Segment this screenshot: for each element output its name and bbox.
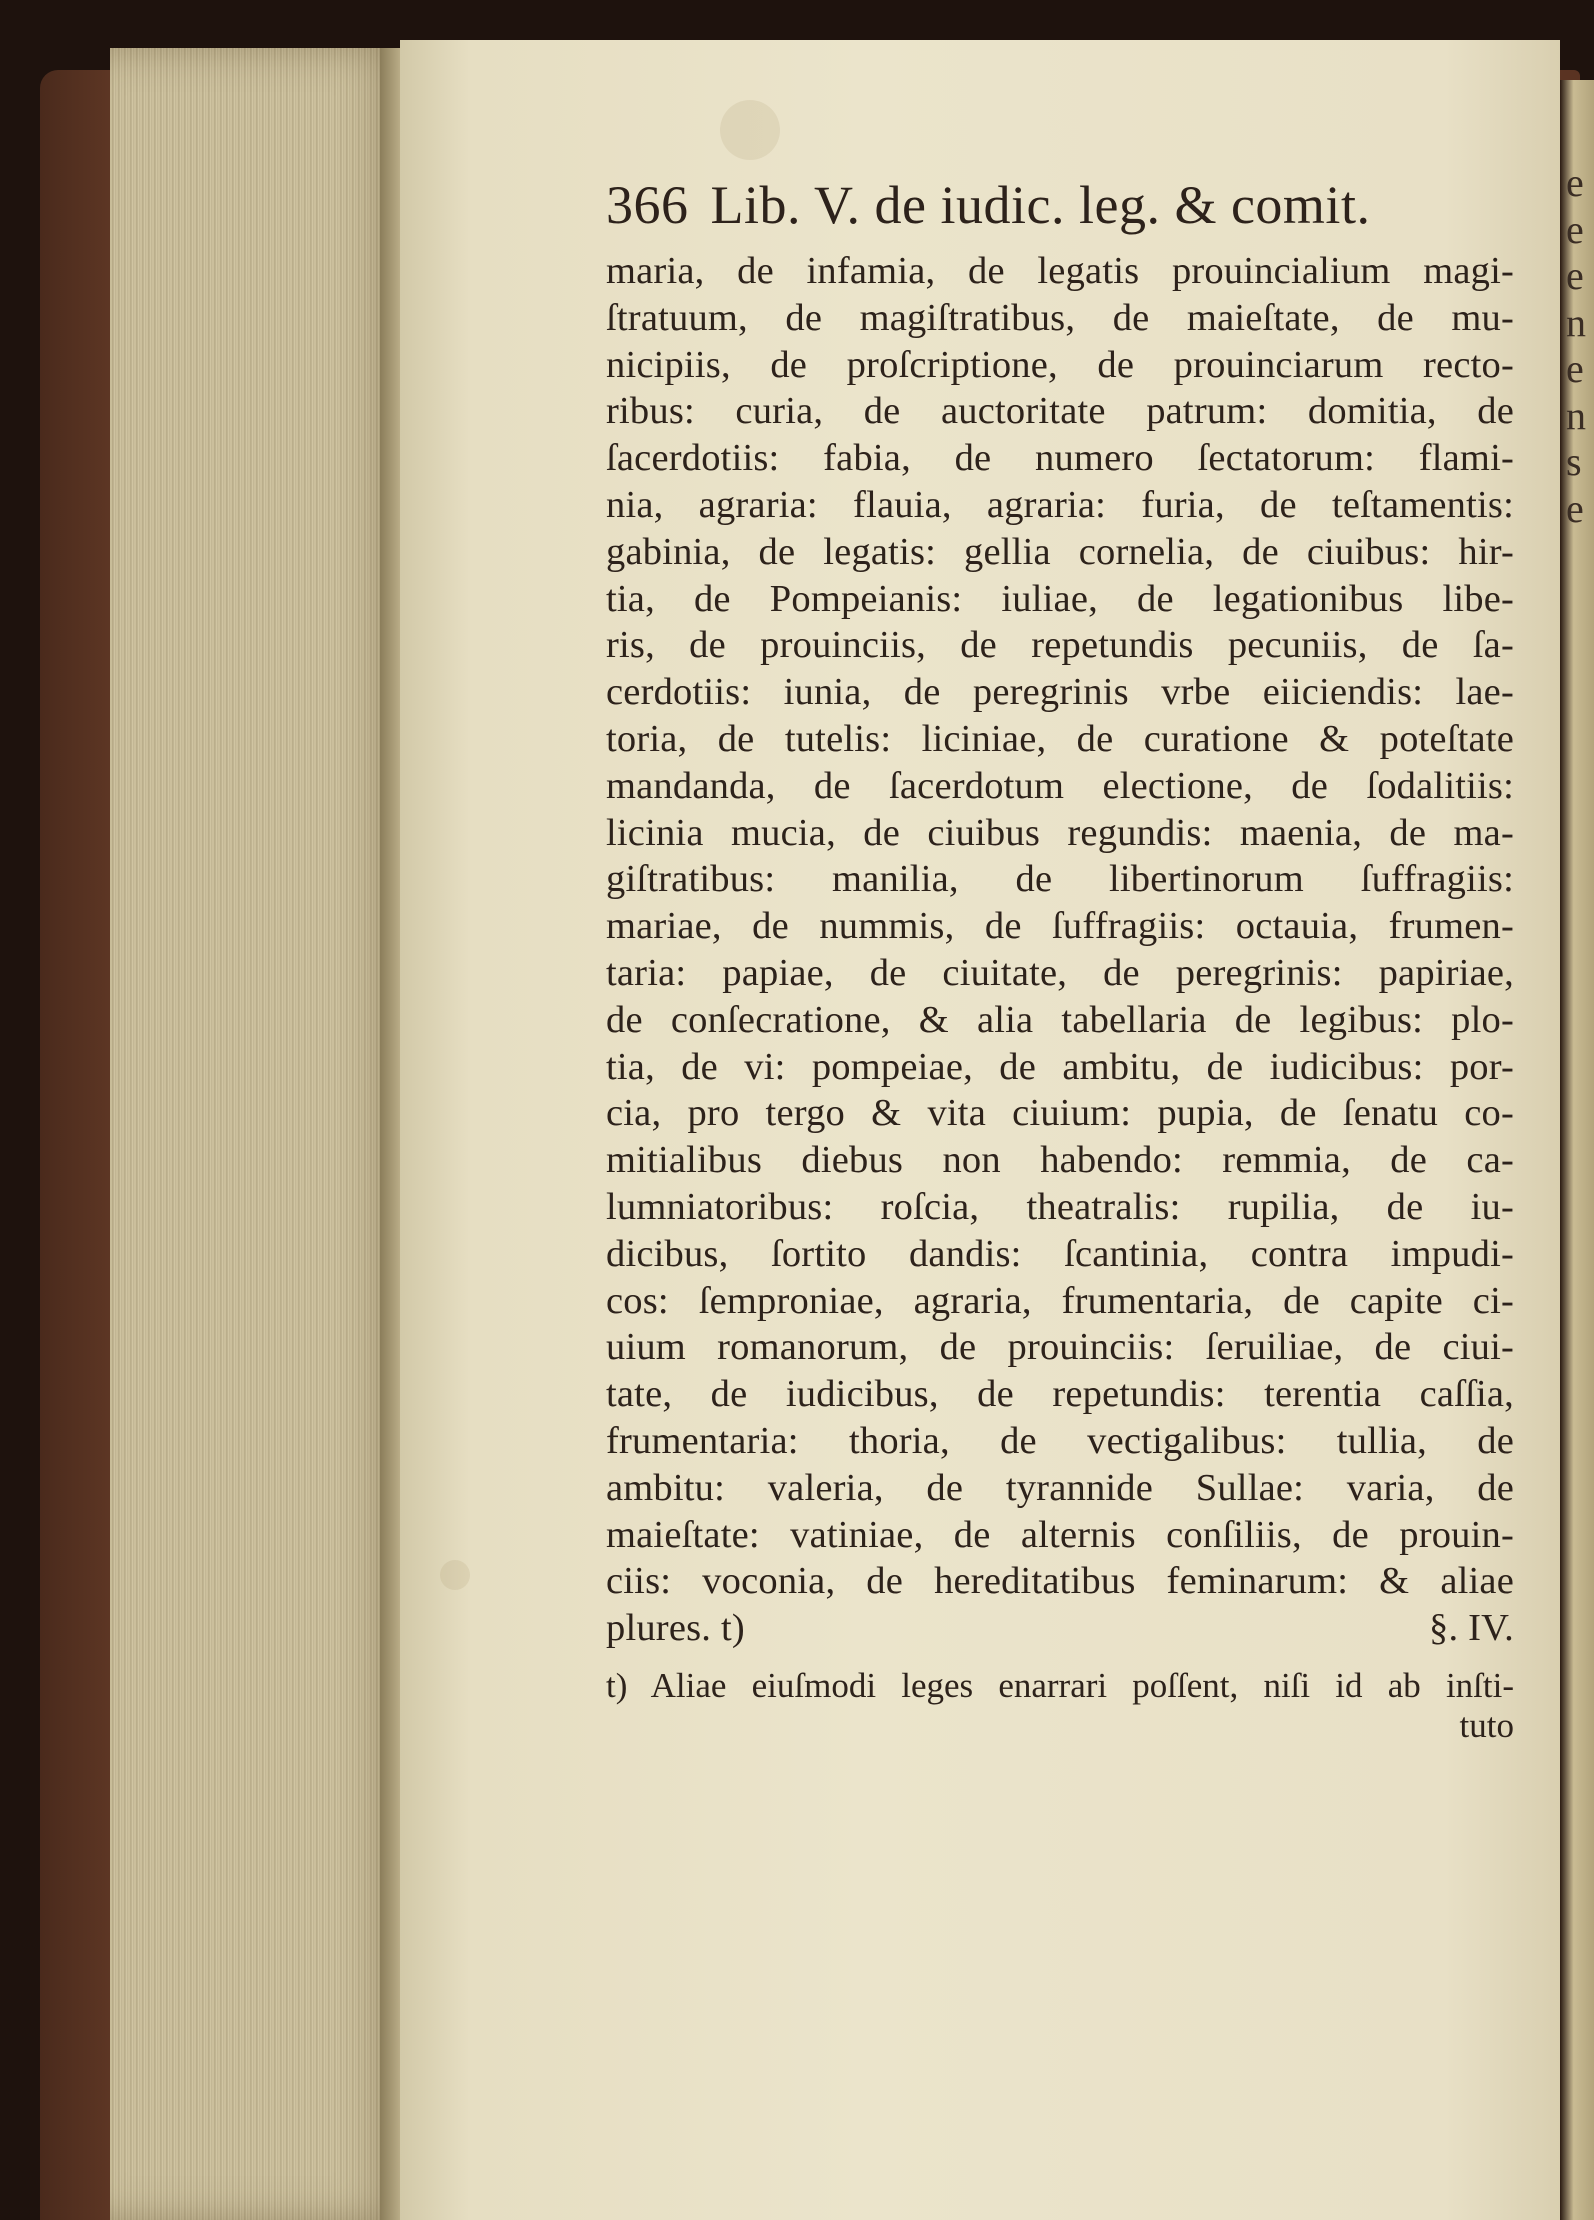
section-mark: §. IV. bbox=[1429, 1607, 1514, 1650]
text-line: licinia mucia, de ciuibus regundis: maenia, de ma- bbox=[606, 811, 1514, 854]
text-line: ſtratuum, de magiſtratibus, de maieſtate, de mu- bbox=[606, 296, 1514, 339]
last-text-line bbox=[606, 1605, 1514, 1652]
text-line: nia, agraria: flauia, agraria: furia, de teſtamentis: bbox=[606, 483, 1514, 526]
footnote bbox=[606, 1666, 1514, 1746]
text-line: ribus: curia, de auctoritate patrum: domitia, de bbox=[606, 390, 1514, 433]
text-line: frumentaria: thoria, de vectigalibus: tullia, de bbox=[606, 1419, 1514, 1462]
text-line: dicibus, ſortito dandis: ſcantinia, contra impudi- bbox=[606, 1232, 1514, 1275]
text-line: mariae, de nummis, de ſuffragiis: octauia, frumen- bbox=[606, 905, 1514, 948]
text-line: tia, de Pompeianis: iuliae, de legationibus libe- bbox=[606, 577, 1514, 620]
running-header bbox=[606, 170, 1514, 240]
text-line: maieſtate: vatiniae, de alternis conſiliis, de prouin- bbox=[606, 1513, 1514, 1556]
footnote-line: t) Aliae eiuſmodi leges enarrari poſſent, niſi id ab inſti- bbox=[606, 1665, 1514, 1705]
text-line: tia, de vi: pompeiae, de ambitu, de iudicibus: por- bbox=[606, 1045, 1514, 1088]
page-edges bbox=[110, 48, 410, 2220]
text-line: de conſecratione, & alia tabellaria de legibus: plo- bbox=[606, 998, 1514, 1041]
last-line-text: plures. t) bbox=[606, 1607, 745, 1650]
text-line: toria, de tutelis: liciniae, de curatione & poteſtate bbox=[606, 717, 1514, 760]
text-line: tate, de iudicibus, de repetundis: terentia caſſia, bbox=[606, 1373, 1514, 1416]
facing-page-text: e e e n e n s e bbox=[1566, 160, 1586, 531]
text-line: cos: ſemproniae, agraria, frumentaria, de capite ci- bbox=[606, 1279, 1514, 1322]
running-title: Lib. V. de iudic. leg. & comit. bbox=[710, 175, 1371, 235]
catchword: tuto bbox=[1459, 1705, 1514, 1745]
text-line: mandanda, de ſacerdotum electione, de ſodalitiis: bbox=[606, 764, 1514, 807]
text-line: ciis: voconia, de hereditatibus feminarum: & aliae bbox=[606, 1560, 1514, 1603]
text-line: ris, de prouinciis, de repetundis pecuniis, de ſa- bbox=[606, 624, 1514, 667]
page-content bbox=[606, 170, 1514, 1746]
text-line: mitialibus diebus non habendo: remmia, de ca- bbox=[606, 1139, 1514, 1182]
text-line: ſacerdotiis: fabia, de numero ſectatorum: flami- bbox=[606, 437, 1514, 480]
text-line: maria, de infamia, de legatis prouincialium magi- bbox=[606, 250, 1514, 292]
text-line: lumniatoribus: roſcia, theatralis: rupilia, de iu- bbox=[606, 1185, 1514, 1228]
text-line: nicipiis, de proſcriptione, de prouinciarum recto- bbox=[606, 343, 1514, 386]
text-line: taria: papiae, de ciuitate, de peregrinis: papiriae, bbox=[606, 951, 1514, 994]
text-line: cia, pro tergo & vita ciuium: pupia, de ſenatu co- bbox=[606, 1092, 1514, 1135]
page-number: 366 bbox=[606, 175, 689, 235]
text-line: cerdotiis: iunia, de peregrinis vrbe eiiciendis: lae- bbox=[606, 671, 1514, 714]
text-line: giſtratibus: manilia, de libertinorum ſuffragiis: bbox=[606, 858, 1514, 901]
text-line: uium romanorum, de prouinciis: ſeruiliae, de ciui- bbox=[606, 1326, 1514, 1369]
text-line: ambitu: valeria, de tyrannide Sullae: varia, de bbox=[606, 1466, 1514, 1509]
text-line: gabinia, de legatis: gellia cornelia, de ciuibus: hir- bbox=[606, 530, 1514, 573]
body-text bbox=[606, 248, 1514, 1652]
